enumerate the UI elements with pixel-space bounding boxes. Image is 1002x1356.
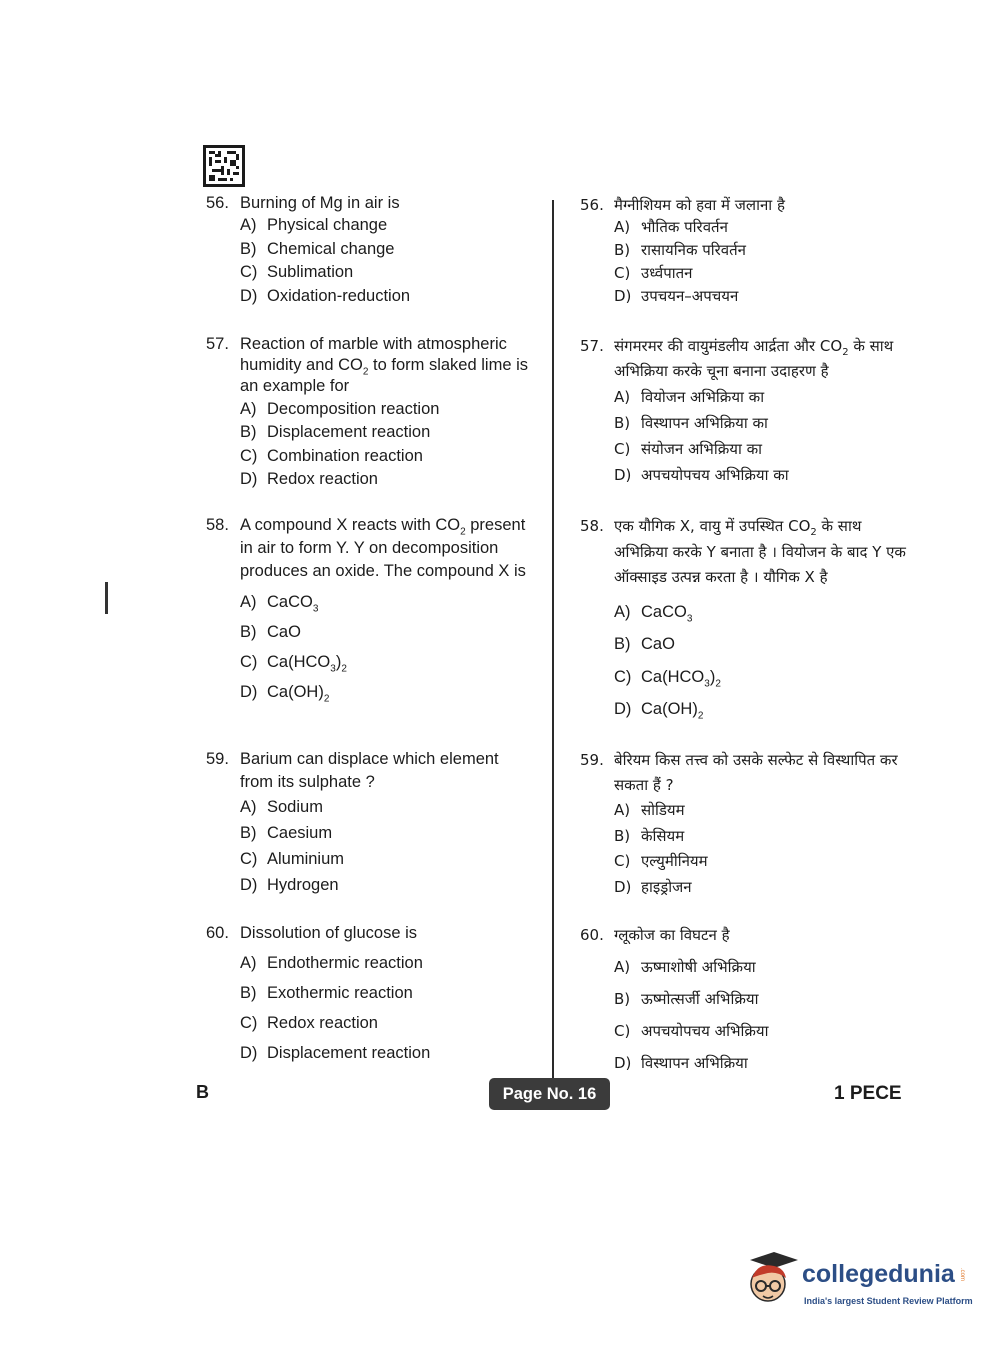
question-number: 56. bbox=[580, 196, 604, 214]
question-59-en bbox=[206, 748, 536, 898]
question-stem: Barium can displace which element from its sulphate ? bbox=[240, 750, 499, 791]
question-number: 59. bbox=[580, 751, 604, 769]
option-c: C) संयोजन अभिक्रिया का bbox=[614, 440, 763, 458]
paper-code: 1 PECE bbox=[834, 1083, 902, 1104]
option-d: D) उपचयन–अपचयन bbox=[614, 287, 739, 305]
option-d: D) Hydrogen bbox=[240, 876, 339, 894]
collegedunia-watermark bbox=[744, 1252, 974, 1312]
question-stem: Dissolution of glucose is bbox=[240, 924, 418, 942]
question-stem: ग्लूकोज का विघटन है bbox=[614, 926, 730, 944]
question-number: 59. bbox=[206, 750, 229, 768]
brand-tagline: India's largest Student Review Platform bbox=[804, 1296, 973, 1306]
question-number: 58. bbox=[580, 517, 604, 535]
option-b: B) रासायनिक परिवर्तन bbox=[614, 241, 746, 259]
question-number: 57. bbox=[206, 335, 229, 353]
question-57-en bbox=[206, 334, 536, 491]
option-c: C) एल्युमीनियम bbox=[614, 852, 708, 870]
option-d: D) हाइड्रोजन bbox=[614, 877, 692, 896]
question-57-hi bbox=[580, 334, 910, 488]
option-c: C) $Ca(HCO_3)_2$ bbox=[240, 653, 347, 675]
mascot-icon bbox=[744, 1252, 802, 1312]
question-stem: Burning of Mg in air is bbox=[240, 194, 400, 212]
option-d: D) Redox reaction bbox=[240, 469, 378, 488]
margin-mark bbox=[105, 582, 108, 614]
question-59-hi bbox=[580, 748, 910, 900]
question-stem: संगमरमर की वायुमंडलीय आर्द्रता और $CO_2$ के साथ अभिक्रिया करके चूना बनाना उदाहरण है bbox=[614, 337, 894, 380]
question-stem: मैग्नीशियम को हवा में जलाना है bbox=[614, 196, 785, 214]
option-c: C) Redox reaction bbox=[240, 1014, 378, 1032]
option-c: C) Combination reaction bbox=[240, 446, 423, 465]
option-d: D) Displacement reaction bbox=[240, 1044, 431, 1062]
option-b: B) Chemical change bbox=[240, 239, 395, 258]
option-b: B) CaO bbox=[240, 623, 301, 641]
option-c: C) Aluminium bbox=[240, 850, 345, 868]
question-stem: एक यौगिक X, वायु में उपस्थित $CO_2$ के साथ अभिक्रिया करके Y बनाता है । वियोजन के बाद Y एक ऑक्साइड उत्पन्न करता है । यौगिक X है bbox=[614, 517, 906, 586]
question-stem: A compound X reacts with $CO_2$ present in air to form Y. Y on decomposition produces an oxide. The compound X is bbox=[240, 516, 526, 580]
option-c: C) अपचयोपचय अभिक्रिया bbox=[614, 1022, 769, 1040]
option-b: B) विस्थापन अभिक्रिया का bbox=[614, 414, 768, 432]
question-56-hi bbox=[580, 194, 910, 308]
option-d: D) Oxidation-reduction bbox=[240, 286, 411, 305]
option-c: C) $Ca(HCO_3)_2$ bbox=[614, 667, 721, 689]
option-a: A) सोडियम bbox=[614, 801, 685, 819]
option-a: A) वियोजन अभिक्रिया का bbox=[614, 388, 765, 406]
option-d: D) $Ca(OH)_2$ bbox=[240, 683, 330, 705]
option-d: D) अपचयोपचय अभिक्रिया का bbox=[614, 466, 789, 484]
question-number: 56. bbox=[206, 194, 229, 212]
option-a: A) ऊष्माशोषी अभिक्रिया bbox=[614, 958, 756, 976]
option-a: A) Sodium bbox=[240, 798, 323, 816]
page-number-badge: Page No. 16 bbox=[489, 1078, 610, 1110]
option-b: B) Displacement reaction bbox=[240, 423, 431, 442]
question-58-hi bbox=[580, 514, 910, 726]
option-a: A) Endothermic reaction bbox=[240, 954, 423, 972]
option-b: B) Caesium bbox=[240, 824, 333, 842]
option-a: A) भौतिक परिवर्तन bbox=[614, 218, 728, 236]
option-a: A) CaCO$_3$ bbox=[240, 593, 319, 615]
brand-name: collegedunia bbox=[802, 1260, 955, 1288]
option-d: D) विस्थापन अभिक्रिया bbox=[614, 1054, 748, 1072]
question-56-en bbox=[206, 192, 536, 308]
option-a: A) Decomposition reaction bbox=[240, 400, 440, 418]
qr-code bbox=[203, 145, 245, 187]
option-c: C) Sublimation bbox=[240, 263, 354, 281]
column-divider bbox=[552, 200, 554, 1078]
question-58-en bbox=[206, 514, 536, 707]
option-b: B) केसियम bbox=[614, 826, 685, 845]
question-number: 58. bbox=[206, 516, 229, 534]
question-stem: Reaction of marble with atmospheric humidity and $CO_2$ to form slaked lime is an example for bbox=[240, 335, 528, 395]
option-c: C) उर्ध्वपातन bbox=[614, 264, 693, 282]
option-b: B) Exothermic reaction bbox=[240, 984, 413, 1002]
question-60-hi bbox=[580, 924, 910, 1079]
question-number: 60. bbox=[580, 926, 604, 944]
option-a: A) Physical change bbox=[240, 216, 388, 234]
brand-domain: .com bbox=[959, 1268, 965, 1282]
option-b: B) CaO bbox=[614, 635, 675, 653]
question-number: 57. bbox=[580, 337, 604, 355]
question-60-en bbox=[206, 922, 536, 1068]
question-number: 60. bbox=[206, 924, 229, 942]
option-b: B) ऊष्मोत्सर्जी अभिक्रिया bbox=[614, 990, 759, 1008]
option-d: D) $Ca(OH)_2$ bbox=[614, 700, 704, 722]
series-letter: B bbox=[196, 1082, 209, 1102]
option-a: A) CaCO$_3$ bbox=[614, 602, 693, 624]
question-stem: बेरियम किस तत्त्व को उसके सल्फेट से विस्थापित कर सकता हैं ? bbox=[614, 751, 898, 794]
